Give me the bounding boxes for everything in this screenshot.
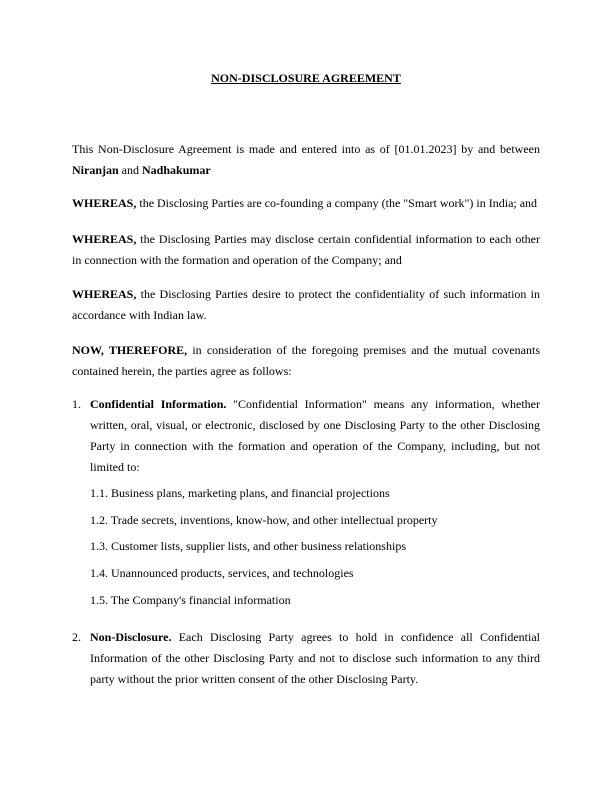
whereas-label: WHEREAS,	[72, 287, 137, 301]
section-non-disclosure	[72, 627, 540, 690]
subitem-1-4: 1.4. Unannounced products, services, and technologies	[90, 566, 354, 580]
party-2-name: Nadhakumar	[142, 162, 211, 177]
subitem-1-3: 1.3. Customer lists, supplier lists, and other business relationships	[90, 539, 406, 553]
whereas-label: WHEREAS,	[72, 232, 137, 246]
intro-paragraph	[72, 139, 540, 180]
whereas-paragraph-2	[72, 229, 540, 270]
intro-and: and	[118, 162, 142, 177]
whereas-text: the Disclosing Parties desire to protect the confidentiality of such information in accordance with Indian law.	[72, 287, 540, 322]
subitem-1-5: 1.5. The Company's financial information	[90, 593, 291, 607]
now-therefore-text: in consideration of the foregoing premises and the mutual covenants contained herein, the parties agree as follows:	[72, 343, 540, 378]
whereas-label: WHEREAS,	[72, 196, 137, 210]
document-title: NON-DISCLOSURE AGREEMENT	[211, 71, 401, 85]
whereas-text: the Disclosing Parties are co-founding a company (the "Smart work") in India; and	[136, 196, 538, 210]
section-heading: Confidential Information.	[90, 397, 227, 411]
section-body	[90, 394, 540, 478]
section-confidential-information	[72, 394, 540, 478]
now-therefore-paragraph	[72, 340, 540, 381]
section-number: 2.	[72, 630, 81, 644]
section-heading: Non-Disclosure.	[90, 630, 172, 644]
party-1-name: Niranjan	[72, 162, 119, 177]
whereas-paragraph-3	[72, 284, 540, 325]
section-number: 1.	[72, 397, 81, 411]
subitem-1-1: 1.1. Business plans, marketing plans, and financial projections	[90, 486, 390, 500]
section-text: Each Disclosing Party agrees to hold in confidence all Confidential Information of the other Disclosing Party and not to disclose such information to any third party without the prior written consent of the other Disclosing Party.	[90, 630, 540, 686]
now-therefore-label: NOW, THEREFORE,	[72, 343, 188, 357]
subitem-1-2: 1.2. Trade secrets, inventions, know-how, and other intellectual property	[90, 513, 438, 527]
section-text: "Confidential Information" means any information, whether written, oral, visual, or electronic, disclosed by one Disclosing Party to the other Disclosing Party in connection with the formation and operation of the Company, including, but not limited to:	[90, 397, 540, 474]
whereas-text: the Disclosing Parties may disclose certain confidential information to each other in connection with the formation and operation of the Company; and	[72, 232, 540, 267]
intro-text: This Non-Disclosure Agreement is made and entered into as of [01.01.2023] by and between	[72, 142, 540, 156]
section-body	[90, 627, 540, 690]
whereas-paragraph-1	[72, 193, 540, 214]
